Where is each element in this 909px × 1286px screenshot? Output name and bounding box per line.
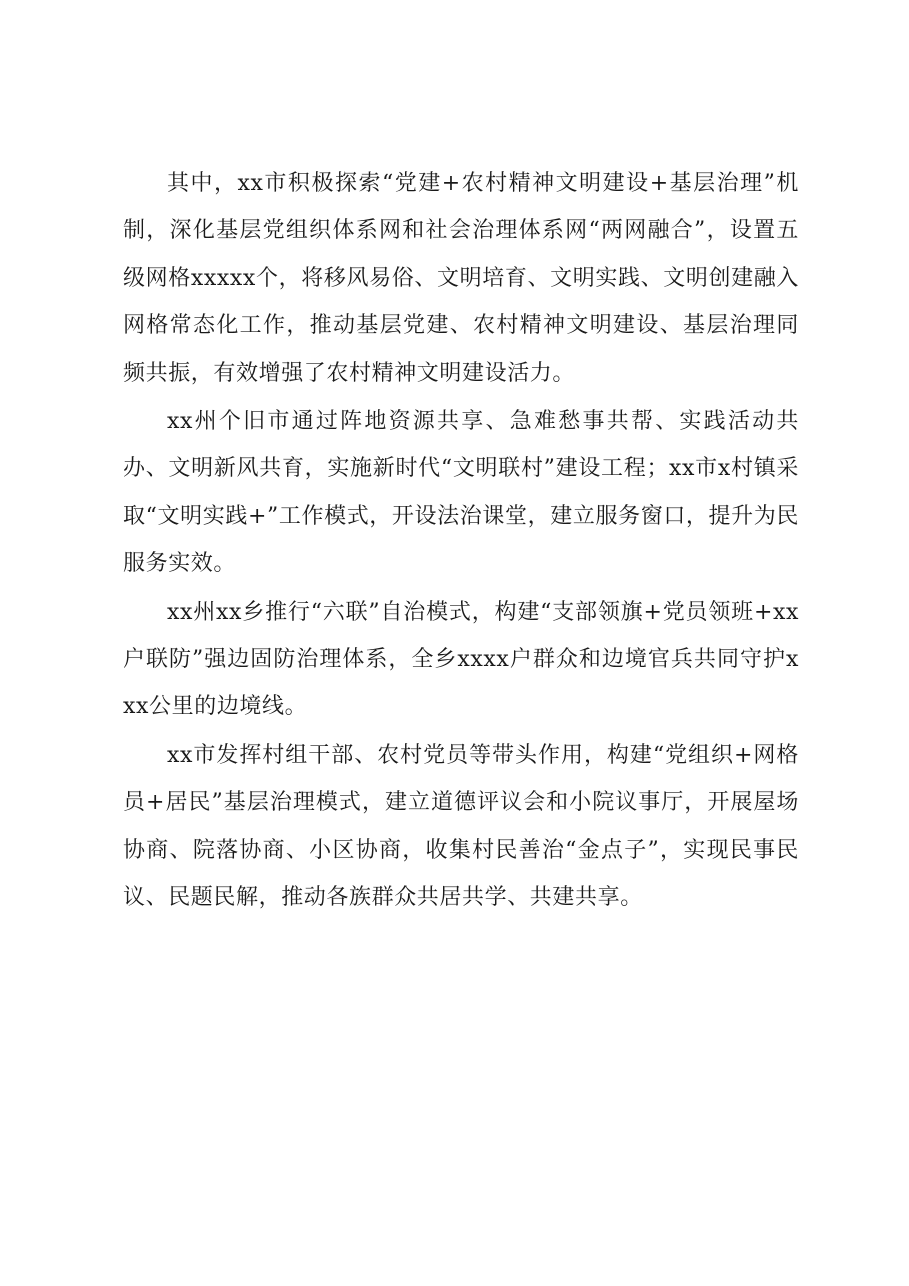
paragraph-3: xx州xx乡推行“六联”自治模式，构建“支部领旗+党员领班+xx户联防”强边固防治理体系，全乡xxxx户群众和边境官兵共同守护xxx公里的边境线。	[123, 599, 799, 720]
paragraph-4: xx市发挥村组干部、农村党员等带头作用，构建“党组织+网格员+居民”基层治理模式，建立道德评议会和小院议事厅，开展屋场协商、院落协商、小区协商，收集村民善治“金点子”，实现民事民议、民题民解，推动各族群众共居共学、共建共享。	[123, 742, 799, 911]
paragraph-1: 其中，xx市积极探索“党建+农村精神文明建设+基层治理”机制，深化基层党组织体系网和社会治理体系网“两网融合”，设置五级网格xxxxx个，将移风易俗、文明培育、文明实践、文明创建融入网格常态化工作，推动基层党建、农村精神文明建设、基层治理同频共振，有效增强了农村精神文明建设活力。	[123, 171, 799, 386]
document-body	[123, 160, 799, 923]
paragraph-2: xx州个旧市通过阵地资源共享、急难愁事共帮、实践活动共办、文明新风共育，实施新时代“文明联村”建设工程；xx市x村镇采取“文明实践+”工作模式，开设法治课堂，建立服务窗口，提升为民服务实效。	[123, 409, 799, 577]
